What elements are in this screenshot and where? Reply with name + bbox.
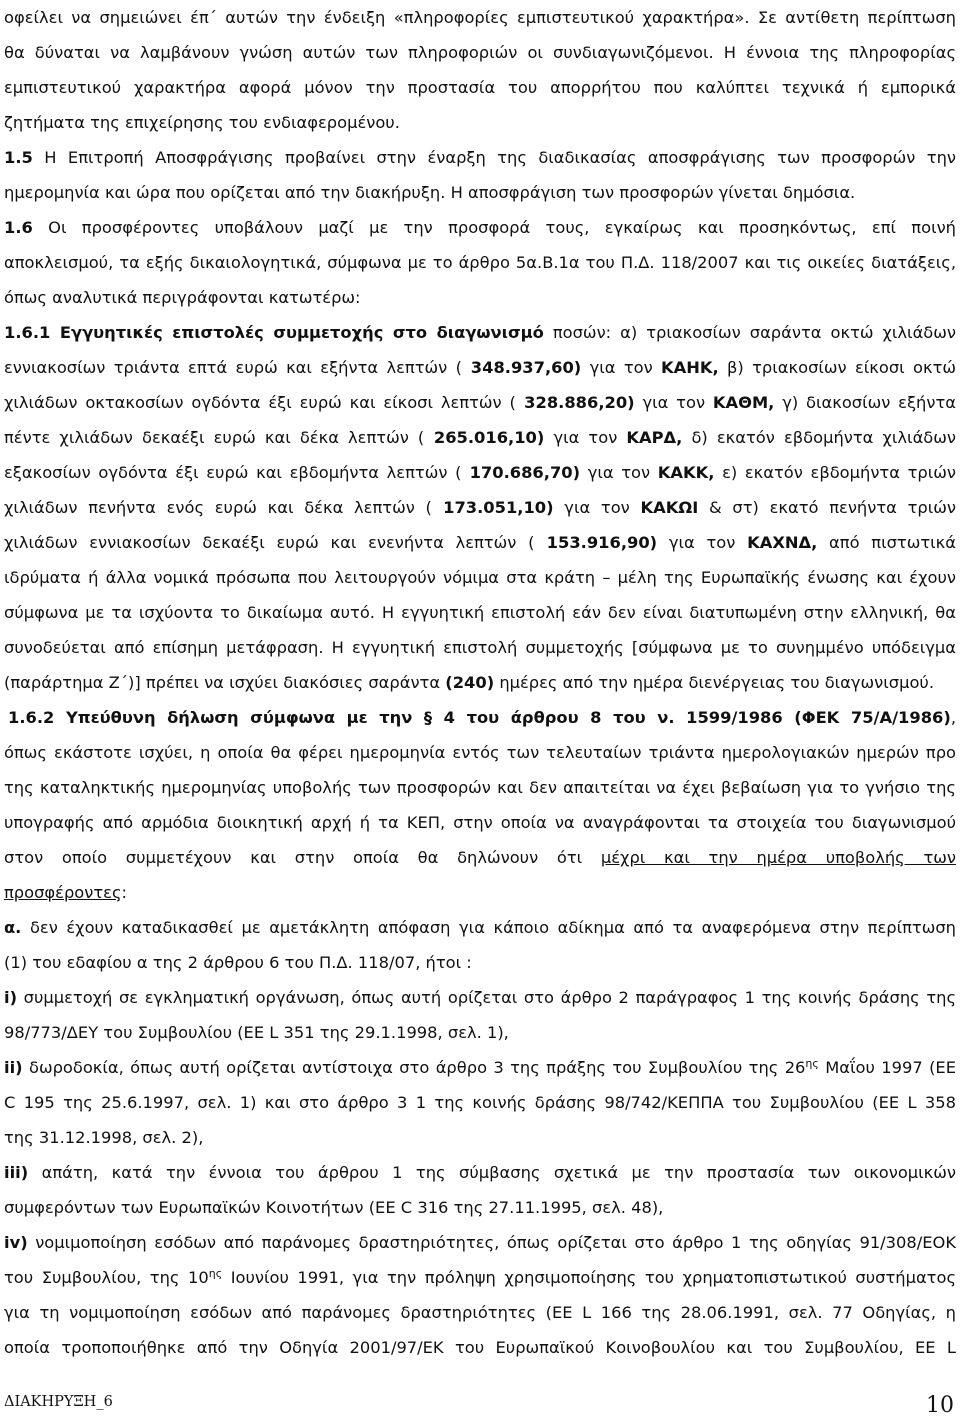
- text-run: για τον: [634, 393, 713, 412]
- text-run: :: [121, 883, 128, 902]
- text-line: [4, 280, 956, 315]
- text-line: [4, 1120, 956, 1155]
- text-run: για τον: [581, 358, 662, 377]
- underlined-text: προσφέροντες: [4, 883, 122, 902]
- text-run: ιδρύματα ή άλλα νομικά πρόσωπα που λειτουργούν νόμιμα στα κράτη – μέλη της Ευρωπαϊκής ένωσης και έχουν: [4, 568, 956, 587]
- text-line: [4, 980, 956, 1015]
- text-run: 98/773/ΔΕΥ του Συμβουλίου (ΕΕ L 351 της 29.1.1998, σελ. 1),: [4, 1023, 509, 1042]
- bold-text: ΚΑΧΝΔ,: [747, 533, 818, 552]
- bold-text: 328.886,20): [515, 393, 635, 412]
- text-run: Η Επιτροπή Αποσφράγισης προβαίνει στην έναρξη της διαδικασίας αποσφράγισης των προσφορών την: [32, 148, 956, 167]
- bold-text: (240): [445, 673, 495, 692]
- text-run: χιλιάδων πενήντα ενός ευρώ και δέκα λεπτών (: [4, 498, 432, 517]
- text-line: [4, 700, 956, 735]
- bold-text: 1.6.2 Υπεύθυνη δήλωση σύμφωνα με την § 4 του άρθρου 8 του ν. 1599/1986 (ΦΕΚ 75/Α/1986): [8, 708, 951, 727]
- text-line: [4, 910, 956, 945]
- text-line: [4, 1330, 956, 1365]
- text-run: Ιουνίου 1991, για την πρόληψη χρησιμοποίησης του χρηματοπιστωτικού συστήματος: [222, 1268, 956, 1287]
- text-line: [4, 805, 956, 840]
- text-line: [4, 210, 956, 245]
- text-line: [4, 350, 956, 385]
- text-line: [4, 525, 956, 560]
- text-line: [4, 1190, 956, 1225]
- text-run: για τον: [580, 463, 658, 482]
- text-run: οποία τροποποιήθηκε από την Οδηγία 2001/97/ΕΚ του Ευρωπαϊκού Κοινοβουλίου και του Συμβουλίου, ΕΕ L: [4, 1338, 956, 1357]
- text-run: για τον: [553, 498, 641, 517]
- text-run: απάτη, κατά την έννοια του άρθρου 1 της σύμβασης σχετικά με την προστασία των οικονομικών: [28, 1163, 956, 1182]
- bold-text: 348.937,60): [461, 358, 582, 377]
- text-run: ημέρες από την ημέρα διενέργειας του διαγωνισμού.: [494, 673, 935, 692]
- bold-text: iv): [4, 1233, 28, 1252]
- text-line: [4, 455, 956, 490]
- text-line: [4, 420, 956, 455]
- text-line: [4, 140, 956, 175]
- text-run: δ) εκατόν εβδομήντα χιλιάδων: [682, 428, 956, 447]
- text-run: συνοδεύεται από επίσημη μετάφραση. Η εγγυητική επιστολή συμμετοχής [σύμφωνα με το συνημμένο υπόδειγμα: [4, 638, 956, 657]
- text-run: χιλιάδων εννιακοσίων δεκαέξι ευρώ και ενενήντα λεπτών (: [4, 533, 535, 552]
- text-line: [4, 735, 956, 770]
- text-run: θα δύναται να λαμβάνουν γνώση αυτών των πληροφοριών οι συνδιαγωνιζόμενοι. Η έννοια της πληροφορίας: [4, 43, 956, 62]
- bold-text: i): [4, 988, 18, 1007]
- bold-text: ΚΑΗΚ,: [661, 358, 719, 377]
- text-run: δωροδοκία, όπως αυτή ορίζεται αντίστοιχα στο άρθρο 3 της πράξης του Συμβουλίου της 26: [22, 1058, 806, 1077]
- bold-text: iii): [4, 1163, 29, 1182]
- text-run: Οι προσφέροντες υποβάλουν μαζί με την προσφορά τους, εγκαίρως και προσηκόντως, επί ποινή: [32, 218, 956, 237]
- text-line: [4, 1050, 956, 1085]
- text-run: γ) διακοσίων εξήντα: [774, 393, 956, 412]
- text-line: [4, 70, 956, 105]
- text-run: οφείλει να σημειώνει έπ΄ αυτών την ένδειξη «πληροφορίες εμπιστευτικού χαρακτήρα». Σε αντίθετη περίπτωση: [4, 8, 956, 27]
- superscript-text: ης: [208, 1267, 223, 1280]
- text-run: (1) του εδαφίου α της 2 άρθρου 6 του Π.Δ. 118/07, ήτοι :: [4, 953, 472, 972]
- text-run: συμφερόντων των Ευρωπαϊκών Κοινοτήτων (ΕΕ C 316 της 27.11.1995, σελ. 48),: [4, 1198, 664, 1217]
- text-run: πέντε χιλιάδων δεκαέξι ευρώ και δέκα λεπτών (: [4, 428, 425, 447]
- text-line: [4, 770, 956, 805]
- text-line: [4, 175, 956, 210]
- text-run: & στ) εκατό πενήντα τριών: [698, 498, 956, 517]
- text-run: για τη νομιμοποίηση εσόδων από παράνομες δραστηριότητες (ΕΕ L 166 της 28.06.1991, σελ. 77 Οδηγίας, η: [4, 1303, 956, 1322]
- text-line: [4, 315, 956, 350]
- footer-page-number: 10: [926, 1393, 954, 1418]
- footer-document-name: ΔΙΑΚΗΡΥΞΗ_6: [4, 1394, 113, 1410]
- text-run: της 31.12.1998, σελ. 2),: [4, 1128, 204, 1147]
- text-run: β) τριακοσίων είκοσι οκτώ: [718, 358, 956, 377]
- bold-text: ΚΑΚΚ,: [657, 463, 715, 482]
- text-line: [4, 560, 956, 595]
- bold-text: 1.6.1 Εγγυητικές επιστολές συμμετοχής στο διαγωνισμό: [4, 323, 544, 342]
- text-run: υπογραφής από αρμόδια διοικητική αρχή ή τα ΚΕΠ, στην οποία να αναγράφονται τα στοιχεία του διαγωνισμού: [4, 813, 956, 832]
- text-line: [4, 875, 956, 910]
- text-run: C 195 της 25.6.1997, σελ. 1) και στο άρθρο 3 1 της κοινής δράσης 98/742/ΚΕΠΠΑ του Συμβουλίου (ΕΕ L 358: [4, 1093, 956, 1112]
- text-run: αποκλεισμού, τα εξής δικαιολογητικά, σύμφωνα με το άρθρο 5α.Β.1α του Π.Δ. 118/2007 και τις οικείες διατάξεις,: [4, 253, 956, 272]
- bold-text: ΚΑΘΜ,: [712, 393, 775, 412]
- text-run: εμπιστευτικού χαρακτήρα αφορά μόνον την προστασία του απορρήτου που καλύπτει τεχνικά ή εμπορικά: [4, 78, 956, 97]
- text-run: ποσών: α) τριακοσίων σαράντα οκτώ χιλιάδων: [543, 323, 956, 342]
- text-line: [4, 245, 956, 280]
- text-run: συμμετοχή σε εγκληματική οργάνωση, όπως αυτή ορίζεται στο άρθρο 2 παράγραφος 1 της κοινής δράσης της: [17, 988, 956, 1007]
- text-run: χιλιάδων οκτακοσίων ογδόντα έξι ευρώ και είκοσι λεπτών (: [4, 393, 516, 412]
- text-run: όπως εκάστοτε ισχύει, η οποία θα φέρει ημερομηνία εντός των τελευταίων τριάντα ημερολογιακών ημερών προ: [4, 743, 956, 762]
- bold-text: ΚΑΡΔ,: [626, 428, 683, 447]
- text-line: [4, 35, 956, 70]
- text-line: [4, 1015, 956, 1050]
- text-line: [4, 595, 956, 630]
- text-run: για τον: [657, 533, 748, 552]
- text-line: [4, 0, 956, 35]
- text-line: [4, 1085, 956, 1120]
- bold-text: ΚΑΚΩΙ: [640, 498, 699, 517]
- text-run: εξακοσίων ογδόντα έξι ευρώ και εβδομήντα λεπτών (: [4, 463, 462, 482]
- text-line: [4, 385, 956, 420]
- text-run: ζητήματα της επιχείρησης του ενδιαφερομένου.: [4, 113, 400, 132]
- bold-text: 153.916,90): [534, 533, 658, 552]
- bold-text: 173.051,10): [431, 498, 554, 517]
- text-line: [4, 945, 956, 980]
- text-line: [4, 490, 956, 525]
- text-run: ε) εκατόν εβδομήντα τριών: [714, 463, 956, 482]
- text-run: όπως αναλυτικά περιγράφονται κατωτέρω:: [4, 288, 361, 307]
- text-run: εννιακοσίων τριάντα επτά ευρώ και εξήντα λεπτών (: [4, 358, 462, 377]
- bold-text: α.: [4, 918, 22, 937]
- underlined-text: μέχρι και την ημέρα υποβολής των: [600, 848, 956, 867]
- text-run: για τον: [544, 428, 627, 447]
- text-run: από πιστωτικά: [817, 533, 956, 552]
- text-run: στον οποίο συμμετέχουν και στην οποία θα δηλώνουν ότι: [4, 848, 601, 867]
- superscript-text: ης: [805, 1057, 819, 1070]
- text-run: Μαΐου 1997 (ΕΕ: [818, 1058, 956, 1077]
- text-run: νομιμοποίηση εσόδων από παράνομες δραστηριότητες, όπως ορίζεται στο άρθρο 1 της οδηγίας 91/308/ΕΟΚ: [27, 1233, 956, 1252]
- bold-text: ii): [4, 1058, 23, 1077]
- text-run: (παράρτημα Ζ΄)] πρέπει να ισχύει διακόσιες σαράντα: [4, 673, 446, 692]
- bold-text: 265.016,10): [424, 428, 545, 447]
- text-run: της καταληκτικής ημερομηνίας υποβολής των προσφορών και δεν απαιτείται να έχει βεβαίωση για το γνήσιο της: [4, 778, 956, 797]
- text-line: [4, 840, 956, 875]
- text-run: δεν έχουν καταδικασθεί με αμετάκλητη απόφαση για κάποιο αδίκημα από τα αναφερόμενα στην περίπτωση: [21, 918, 956, 937]
- text-line: [4, 665, 956, 700]
- text-line: [4, 1260, 956, 1295]
- text-run: ημερομηνία και ώρα που ορίζεται από την διακήρυξη. Η αποσφράγιση των προσφορών γίνεται δημόσια.: [4, 183, 856, 202]
- document-body: [4, 0, 956, 1365]
- bold-text: 1.6: [4, 218, 33, 237]
- bold-text: 1.5: [4, 148, 33, 167]
- text-run: σύμφωνα με τα ισχύοντα το δικαίωμα αυτό. Η εγγυητική επιστολή εάν δεν είναι διατυπωμένη στην ελληνική, θα: [4, 603, 956, 622]
- text-run: του Συμβουλίου, της 10: [4, 1268, 209, 1287]
- text-line: [4, 105, 956, 140]
- text-line: [4, 1155, 956, 1190]
- text-line: [4, 630, 956, 665]
- text-run: ,: [950, 708, 956, 727]
- text-line: [4, 1295, 956, 1330]
- bold-text: 170.686,70): [461, 463, 581, 482]
- text-line: [4, 1225, 956, 1260]
